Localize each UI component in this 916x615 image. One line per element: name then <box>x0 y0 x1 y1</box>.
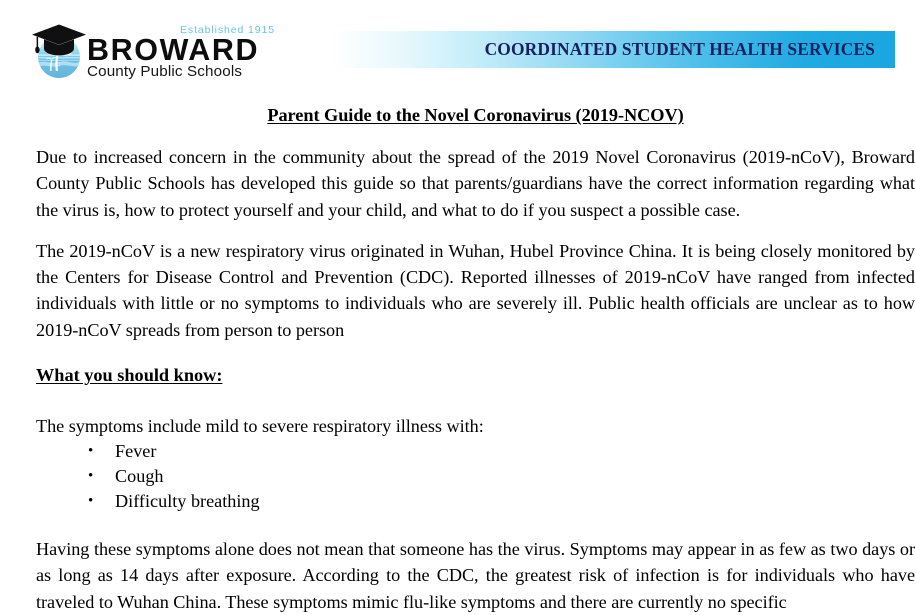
department-banner-title: COORDINATED STUDENT HEALTH SERVICES <box>484 39 875 59</box>
list-item <box>36 464 915 489</box>
department-banner <box>330 31 895 68</box>
list-item-label: Difficulty breathing <box>115 490 260 511</box>
list-item <box>36 489 915 514</box>
page-title <box>36 104 915 126</box>
list-item-label: Fever <box>115 441 157 462</box>
bullet-icon: • <box>88 492 94 509</box>
bullet-icon: • <box>88 443 94 460</box>
virus-description-paragraph: The 2019-nCoV is a new respiratory virus originated in Wuhan, Hubel Province China. It is being closely monitored by the Centers for Disease Control and Prevention (CDC). Reported illnesses of 2019-nCoV have ranged from infected individuals with little or no symptoms to individuals who are severely ill. Public health officials are unclear as to how 2019-nCoV spreads from person to person <box>36 240 915 340</box>
intro-paragraph: Due to increased concern in the community about the spread of the 2019 Novel Coronavirus (2019-nCoV), Broward County Public Schools has developed this guide so that parents/guardians have the correct information regarding what the virus is, how to protect yourself and your child, and what to do if you suspect a possible case. <box>36 147 915 220</box>
section-heading-text: What you should know: <box>36 365 223 386</box>
document-text-column <box>36 92 915 615</box>
logo-wordmark <box>87 24 277 80</box>
logo-district-subname: County Public Schools <box>87 63 243 80</box>
list-item <box>36 439 915 464</box>
symptoms-list <box>36 439 915 513</box>
symptoms-intro-paragraph: The symptoms include mild to severe respiratory illness with: <box>36 416 484 437</box>
exposure-paragraph: Having these symptoms alone does not mean that someone has the virus. Symptoms may appear in as few as two days or as long as 14 days after exposure. According to the CDC, the greatest risk of infection is for individuals who have traveled to Wuhan China. These symptoms mimic flu-like symptoms and there are currently no specific <box>36 539 915 612</box>
broward-seal-icon <box>30 18 92 82</box>
page-header <box>0 0 916 92</box>
section-heading-what-you-should-know <box>36 362 915 388</box>
list-item-label: Cough <box>115 465 164 486</box>
broward-schools-logo <box>27 14 275 86</box>
logo-district-name: BROWARD <box>87 33 260 67</box>
page-title-text: Parent Guide to the Novel Coronavirus (2019-NCOV) <box>267 105 684 125</box>
logo-established-text: Established 1915 <box>180 24 275 36</box>
bullet-icon: • <box>88 467 94 484</box>
